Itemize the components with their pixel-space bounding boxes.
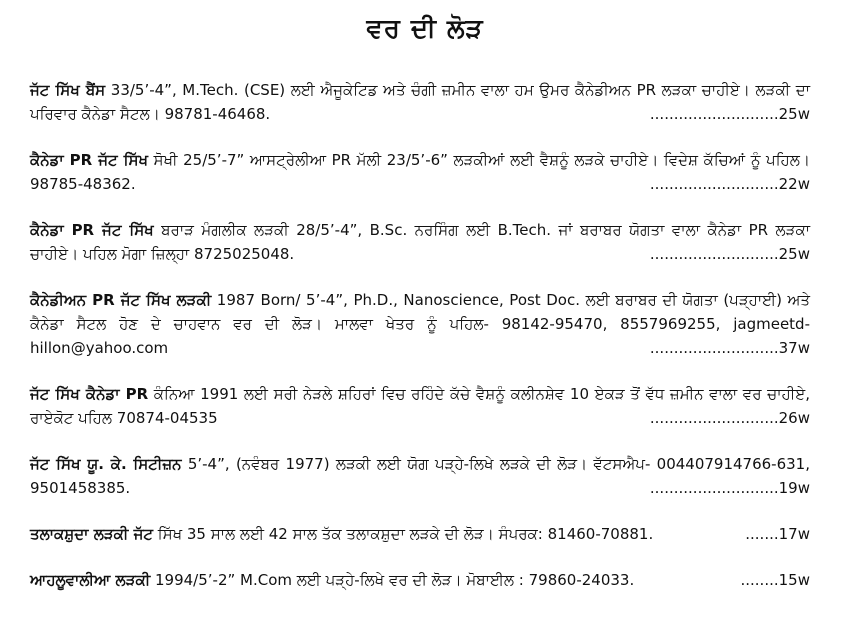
ad-text: 1994/5’-2” M.Com ਲਈ ਪੜ੍ਹੇ-ਲਿਖੇ ਵਰ ਦੀ ਲੋੜ। ਮੋਬਾਈਲ : 79860-24033.	[150, 571, 635, 589]
ad-code: 25w	[778, 245, 810, 263]
ad-code: 15w	[778, 571, 810, 589]
ad-lead: ਕੈਨੇਡਾ PR ਜੱਟ ਸਿੱਖ	[30, 151, 148, 169]
ad-dots: ........	[740, 571, 779, 589]
ad-code: 19w	[778, 479, 810, 497]
page-title: ਵਰ ਦੀ ਲੋੜ	[366, 14, 484, 44]
ad-code-line	[650, 102, 810, 126]
ad-dots: .......	[745, 525, 779, 543]
ad-item	[30, 522, 810, 546]
ad-lead: ਜੱਟ ਸਿੱਖ ਯੂ. ਕੇ. ਸਿਟੀਜ਼ਨ	[30, 455, 182, 473]
ad-lead: ਆਹਲੂਵਾਲੀਆ ਲੜਕੀ	[30, 571, 151, 589]
ad-dots: ...........................	[649, 105, 779, 123]
ad-dots: ...........................	[649, 245, 779, 263]
ad-code: 37w	[778, 339, 810, 357]
ad-lead: ਤਲਾਕਸ਼ੁਦਾ ਲੜਕੀ ਜੱਟ	[30, 525, 154, 543]
ad-code: 25w	[778, 105, 810, 123]
ad-text: ਕੰਨਿਆ 1991 ਲਈ ਸਰੀ ਨੇੜਲੇ ਸ਼ਹਿਰਾਂ ਵਿਚ ਰਹਿੰਦੇ ਕੱਚੇ ਵੈਸ਼ਨੂੰ ਕਲੀਨਸ਼ੇਵ 10 ਏਕੜ ਤੋਂ ਵੱਧ ਜ਼ਮੀਨ ਵਾਲਾ ਵਰ ਚਾਹੀਏ, ਰਾਏਕੋਟ ਪਹਿਲ 70874-04535	[30, 385, 810, 427]
ad-text: 33/5’-4”, M.Tech. (CSE) ਲਈ ਐਜੂਕੇਟਿਡ ਅਤੇ ਚੰਗੀ ਜ਼ਮੀਨ ਵਾਲਾ ਹਮ ਉਮਰ ਕੈਨੇਡੀਅਨ PR ਲੜਕਾ ਚਾਹੀਏ। ਲੜਕੀ ਦਾ ਪਰਿਵਾਰ ਕੈਨੇਡਾ ਸੈਟਲ। 98781-46468.	[30, 81, 810, 123]
ad-dots: ...........................	[649, 409, 779, 427]
ad-text: ਸਿੱਖ 35 ਸਾਲ ਲਈ 42 ਸਾਲ ਤੱਕ ਤਲਾਕਸ਼ੁਦਾ ਲੜਕੇ ਦੀ ਲੋੜ। ਸੰਪਰਕ: 81460-70881.	[153, 525, 654, 543]
ad-item	[30, 452, 810, 500]
ad-item	[30, 218, 810, 266]
ad-code: 26w	[778, 409, 810, 427]
ad-text: ਸੋਖੀ 25/5’-7” ਆਸਟ੍ਰੇਲੀਆ PR ਮੱਲੀ 23/5’-6” ਲੜਕੀਆਂ ਲਈ ਵੈਸ਼ਨੂੰ ਲੜਕੇ ਚਾਹੀਏ। ਵਿਦੇਸ਼ ਕੱਚਿਆਂ ਨੂੰ ਪਹਿਲ। 98785-48362.	[30, 151, 810, 193]
ad-item	[30, 288, 810, 360]
ad-lead: ਜੱਟ ਸਿੱਖ ਕੈਨੇਡਾ PR	[30, 385, 149, 403]
ad-code-line	[650, 406, 810, 430]
ad-code-line	[650, 476, 810, 500]
ad-code-line	[745, 522, 810, 546]
ad-lead: ਜੱਟ ਸਿੱਖ ਬੈਂਸ	[30, 81, 106, 99]
ad-item	[30, 382, 810, 430]
ad-item	[30, 78, 810, 126]
ad-lead: ਕੈਨੇਡਾ PR ਜੱਟ ਸਿੱਖ	[30, 221, 154, 239]
ad-text: 1987 Born/ 5’-4”, Ph.D., Nanoscience, Post Doc. ਲਈ ਬਰਾਬਰ ਦੀ ਯੋਗਤਾ (ਪੜ੍ਹਾਈ) ਅਤੇ ਕੈਨੇਡਾ ਸੈਟਲ ਹੋਣ ਦੇ ਚਾਹਵਾਨ ਵਰ ਦੀ ਲੋੜ। ਮਾਲਵਾ ਖੇਤਰ ਨੂੰ ਪਹਿਲ- 98142-95470, 8557969255, jagmeetd-hillon@yahoo.com	[30, 291, 810, 357]
ad-code-line	[650, 172, 810, 196]
ad-dots: ...........................	[649, 339, 779, 357]
ad-dots: ...........................	[649, 479, 779, 497]
ad-item	[30, 568, 810, 592]
ad-item	[30, 148, 810, 196]
ad-code: 17w	[778, 525, 810, 543]
ad-code: 22w	[778, 175, 810, 193]
ad-dots: ...........................	[649, 175, 779, 193]
ad-text: 5’-4”, (ਨਵੰਬਰ 1977) ਲੜਕੀ ਲਈ ਯੋਗ ਪੜ੍ਹੇ-ਲਿਖੇ ਲੜਕੇ ਦੀ ਲੋੜ। ਵੱਟਸਐਪ- 004407914766-631, 9501458385.	[30, 455, 810, 497]
ad-lead: ਕੈਨੇਡੀਅਨ PR ਜੱਟ ਸਿੱਖ ਲੜਕੀ	[30, 291, 212, 309]
ad-code-line	[740, 568, 810, 592]
ad-text: ਬਰਾੜ ਮੰਗਲੀਕ ਲੜਕੀ 28/5’-4”, B.Sc. ਨਰਸਿੰਗ ਲਈ B.Tech. ਜਾਂ ਬਰਾਬਰ ਯੋਗਤਾ ਵਾਲਾ ਕੈਨੇਡਾ PR ਲੜਕਾ ਚਾਹੀਏ। ਪਹਿਲ ਮੋਗਾ ਜ਼ਿਲ੍ਹਾ 8725025048.	[30, 221, 810, 263]
ad-code-line	[650, 242, 810, 266]
ad-code-line	[650, 336, 810, 360]
classified-ads-list	[30, 78, 810, 614]
